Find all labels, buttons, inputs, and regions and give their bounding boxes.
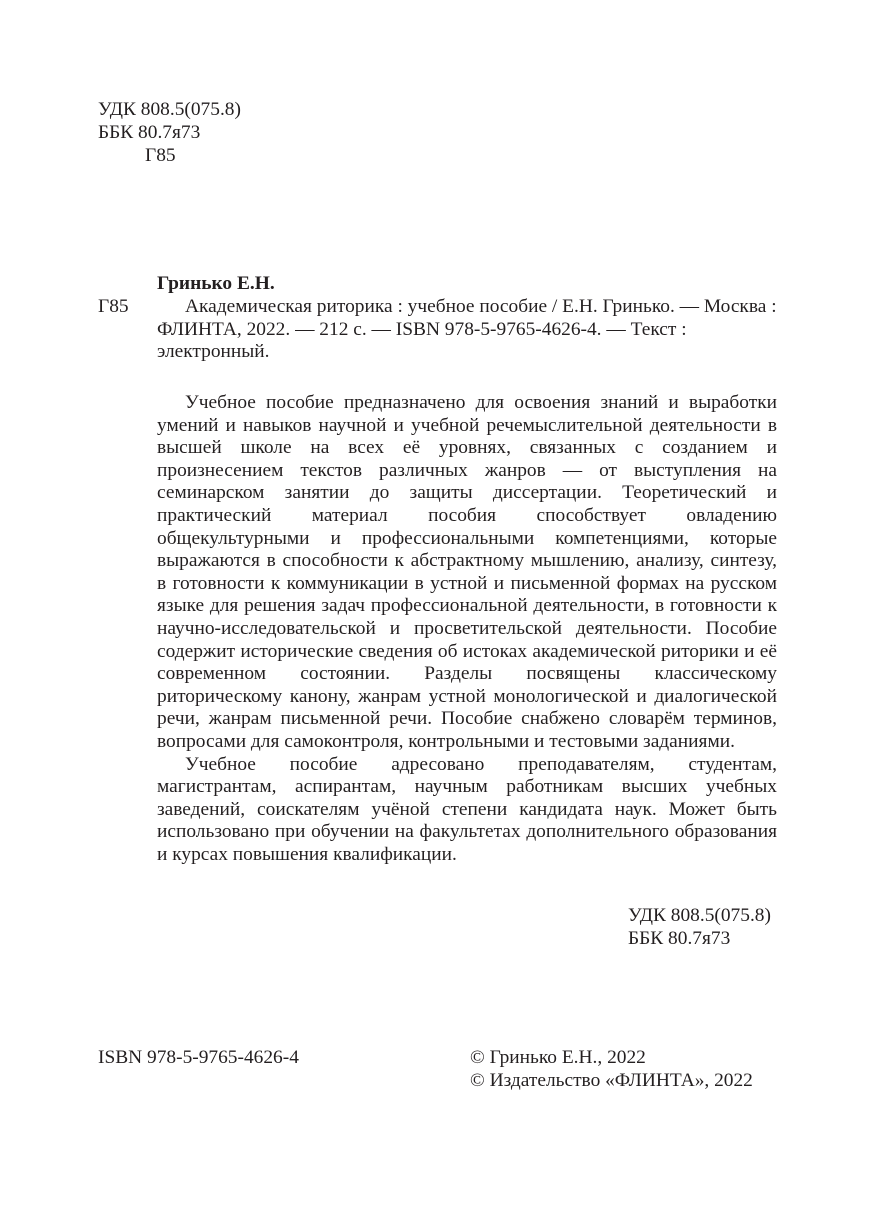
author-mark: Г85 — [145, 145, 176, 166]
udk-code: УДК 808.5(075.8) — [98, 99, 241, 120]
bib-author-mark: Г85 — [98, 296, 129, 317]
abstract-paragraph-1: Учебное пособие предназначено для освоения знаний и выработки умений и навыков научной и учебной речемыслительной деятельности в высшей школе на всех её уровнях, связанных с созданием и произнесением текстов различных жанров — от выступления на семинарском занятии до защиты диссертации. Теоретический и практический материал пособия способствует овладению общекультурными и профессиональными компетенциями, которые выражаются в способности к абстрактному мышлению, анализу, синтезу, в готовности к коммуникации в устной и письменной формах на русском языке для решения задач профессиональной деятельности, в готовности к научно-исследовательской и просветительской деятельности. Пособие содержит исторические сведения об истоках академической риторики и её современном состоянии. Разделы посвящены классическому риторическому канону, жанрам устной монологической и диалогической речи, жанрам письменной речи. Пособие снабжено словарём терминов, вопросами для самоконтроля, контрольными и тестовыми заданиями. — [157, 392, 777, 752]
udk-code-bottom: УДК 808.5(075.8) — [628, 905, 771, 926]
bib-description-text: Академическая риторика : учебное пособие / Е.Н. Гринько. — Москва : ФЛИНТА, 2022. — 212 с. — ISBN 978-5-9765-4626-4. — Текст : электронный. — [157, 296, 777, 363]
abstract-paragraph-2: Учебное пособие адресовано преподавателям, студентам, магистрантам, аспирантам, научным работникам высших учебных заведений, соискателям учёной степени кандидата наук. Может быть использовано при обучении на факультетах дополнительного образования и курсах повышения квалификации. — [157, 753, 777, 865]
author-name: Гринько Е.Н. — [157, 273, 275, 294]
copyright-publisher: © Издательство «ФЛИНТА», 2022 — [470, 1070, 753, 1091]
bbk-code: ББК 80.7я73 — [98, 122, 201, 143]
bibliographic-description — [157, 296, 777, 364]
abstract — [157, 392, 777, 866]
bbk-code-bottom: ББК 80.7я73 — [628, 928, 731, 949]
isbn: ISBN 978-5-9765-4626-4 — [98, 1047, 299, 1068]
copyright-author: © Гринько Е.Н., 2022 — [470, 1047, 646, 1068]
